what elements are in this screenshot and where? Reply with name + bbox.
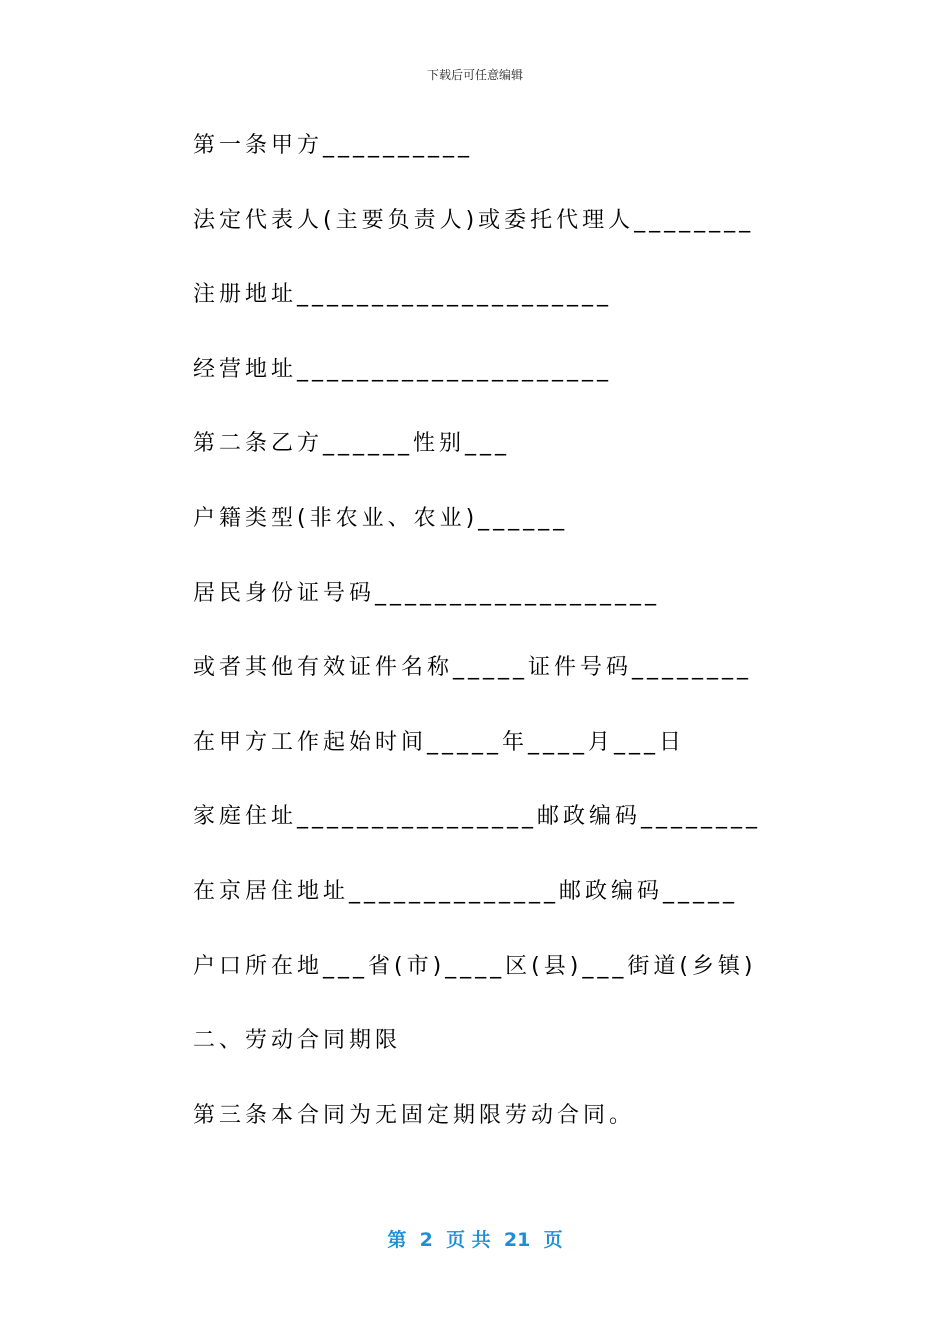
party-b-line: 第二条乙方______性别___ [193, 431, 511, 457]
header-note: 下载后可任意编辑 [426, 68, 523, 82]
registered-address-line: 注册地址_____________________ [193, 282, 613, 308]
section-heading: 二、劳动合同期限 [193, 1028, 402, 1054]
start-date-line: 在甲方工作起始时间_____年____月___日 [193, 729, 686, 755]
page-number: 第 2 页 共 21 页 [387, 1229, 563, 1251]
other-id-line: 或者其他有效证件名称_____证件号码________ [193, 655, 753, 681]
party-a-line: 第一条甲方__________ [193, 133, 474, 158]
home-address-line: 家庭住址________________邮政编码________ [193, 804, 762, 830]
household-type-line: 户籍类型(非农业、农业)______ [193, 505, 569, 531]
document-body [193, 126, 893, 1170]
id-number-line: 居民身份证号码___________________ [193, 580, 661, 606]
legal-representative-line: 法定代表人(主要负责人)或委托代理人________ [193, 207, 755, 233]
business-address-line: 经营地址_____________________ [193, 356, 613, 382]
article-three-line: 第三条本合同为无固定期限劳动合同。 [193, 1102, 636, 1128]
beijing-address-line: 在京居住地址______________邮政编码_____ [193, 878, 739, 904]
hukou-location-line: 户口所在地___省(市)____区(县)___街道(乡镇) [193, 953, 757, 979]
